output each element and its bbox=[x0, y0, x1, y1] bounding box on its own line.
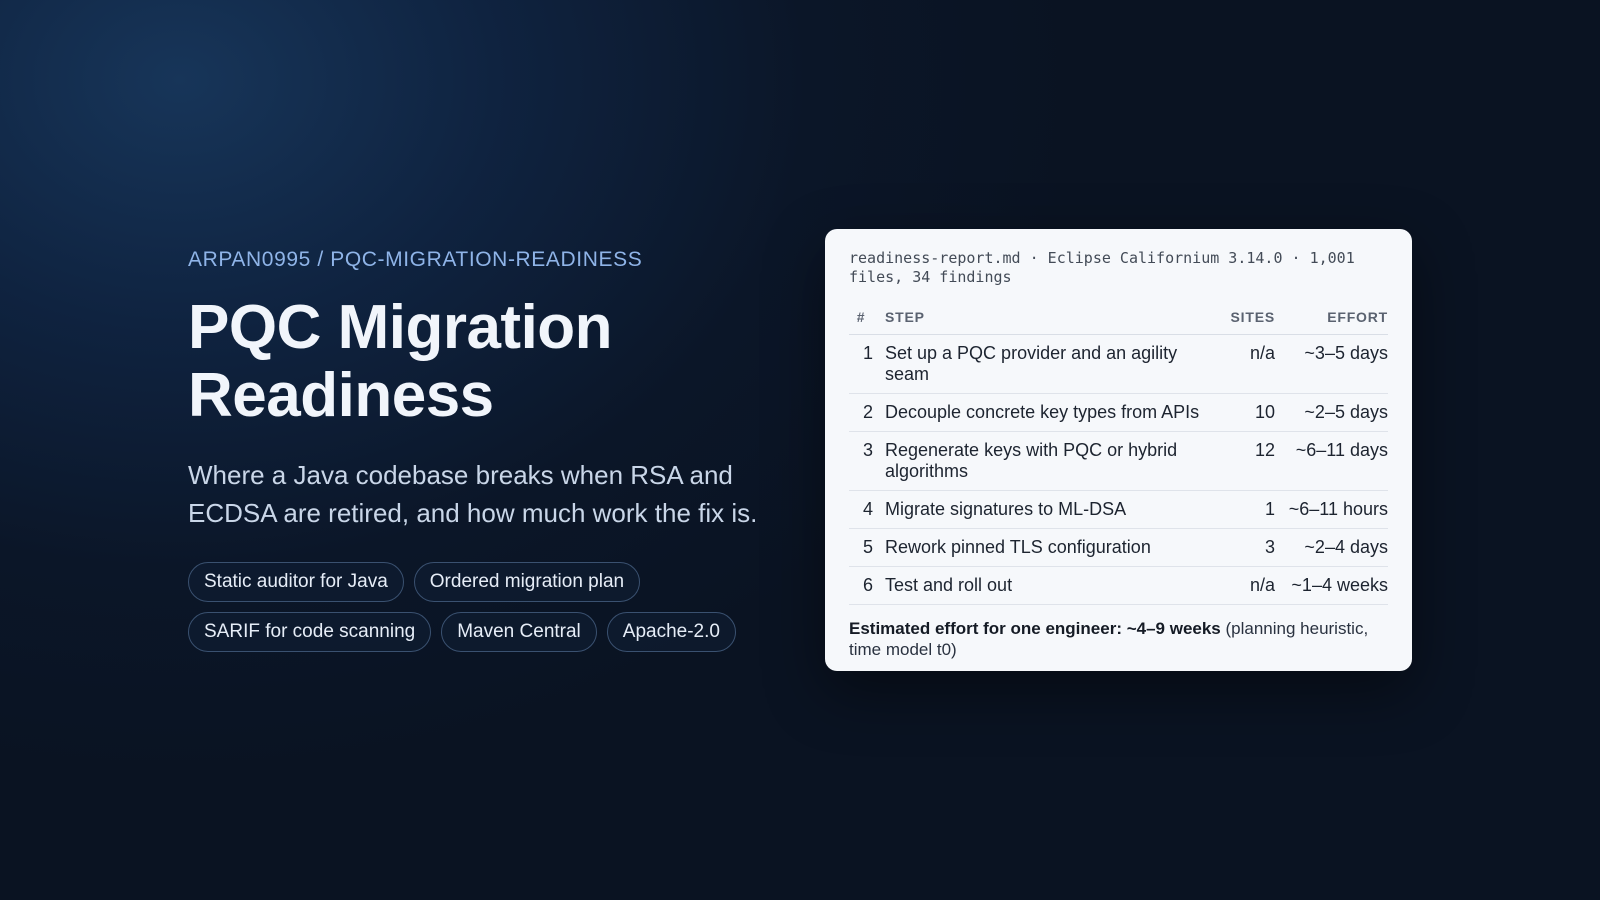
row-sites: 3 bbox=[1215, 529, 1275, 567]
row-step: Set up a PQC provider and an agility seam bbox=[885, 335, 1215, 394]
row-sites: 10 bbox=[1215, 394, 1275, 432]
row-sites: 1 bbox=[1215, 491, 1275, 529]
tag-maven-central: Maven Central bbox=[441, 612, 597, 652]
row-effort: ~6–11 days bbox=[1275, 432, 1388, 491]
hero-section bbox=[188, 248, 788, 652]
effort-estimate bbox=[849, 618, 1388, 660]
report-header: readiness-report.md · Eclipse Californium 3.14.0 · 1,001 files, 34 findings bbox=[849, 249, 1355, 286]
row-sites: n/a bbox=[1215, 335, 1275, 394]
effort-estimate-note: (planning heuristic, time model t0) bbox=[849, 619, 1369, 659]
row-step: Decouple concrete key types from APIs bbox=[885, 394, 1215, 432]
tag-sarif: SARIF for code scanning bbox=[188, 612, 431, 652]
column-header-effort: EFFORT bbox=[1275, 305, 1388, 335]
row-step: Test and roll out bbox=[885, 567, 1215, 605]
readiness-report-card bbox=[825, 229, 1412, 671]
row-num: 6 bbox=[849, 567, 885, 605]
row-effort: ~3–5 days bbox=[1275, 335, 1388, 394]
row-step: Regenerate keys with PQC or hybrid algorithms bbox=[885, 432, 1215, 491]
row-sites: 12 bbox=[1215, 432, 1275, 491]
row-num: 3 bbox=[849, 432, 885, 491]
table-row bbox=[849, 335, 1388, 394]
tag-static-auditor: Static auditor for Java bbox=[188, 562, 404, 602]
table-row bbox=[849, 432, 1388, 491]
row-effort: ~6–11 hours bbox=[1275, 491, 1388, 529]
table-row bbox=[849, 394, 1388, 432]
row-num: 2 bbox=[849, 394, 885, 432]
tag-migration-plan: Ordered migration plan bbox=[414, 562, 640, 602]
repo-name[interactable]: ARPAN0995 / PQC-MIGRATION-READINESS bbox=[188, 248, 643, 271]
row-effort: ~2–4 days bbox=[1275, 529, 1388, 567]
row-num: 5 bbox=[849, 529, 885, 567]
migration-steps-table bbox=[849, 305, 1388, 605]
column-header-sites: SITES bbox=[1215, 305, 1275, 335]
table-row bbox=[849, 529, 1388, 567]
table-row bbox=[849, 491, 1388, 529]
tag-list bbox=[188, 562, 748, 652]
table-row bbox=[849, 567, 1388, 605]
row-num: 1 bbox=[849, 335, 885, 394]
column-header-num: # bbox=[849, 305, 885, 335]
page-subtitle: Where a Java codebase breaks when RSA and ECDSA are retired, and how much work the fix is. bbox=[188, 460, 758, 528]
tag-license: Apache-2.0 bbox=[607, 612, 736, 652]
row-sites: n/a bbox=[1215, 567, 1275, 605]
row-step: Migrate signatures to ML-DSA bbox=[885, 491, 1215, 529]
table-header-row bbox=[849, 305, 1388, 335]
column-header-step: STEP bbox=[885, 305, 1215, 335]
page-title: PQC Migration Readiness bbox=[188, 293, 613, 430]
effort-estimate-bold: Estimated effort for one engineer: ~4–9 weeks bbox=[849, 619, 1221, 638]
row-step: Rework pinned TLS configuration bbox=[885, 529, 1215, 567]
row-num: 4 bbox=[849, 491, 885, 529]
row-effort: ~2–5 days bbox=[1275, 394, 1388, 432]
row-effort: ~1–4 weeks bbox=[1275, 567, 1388, 605]
